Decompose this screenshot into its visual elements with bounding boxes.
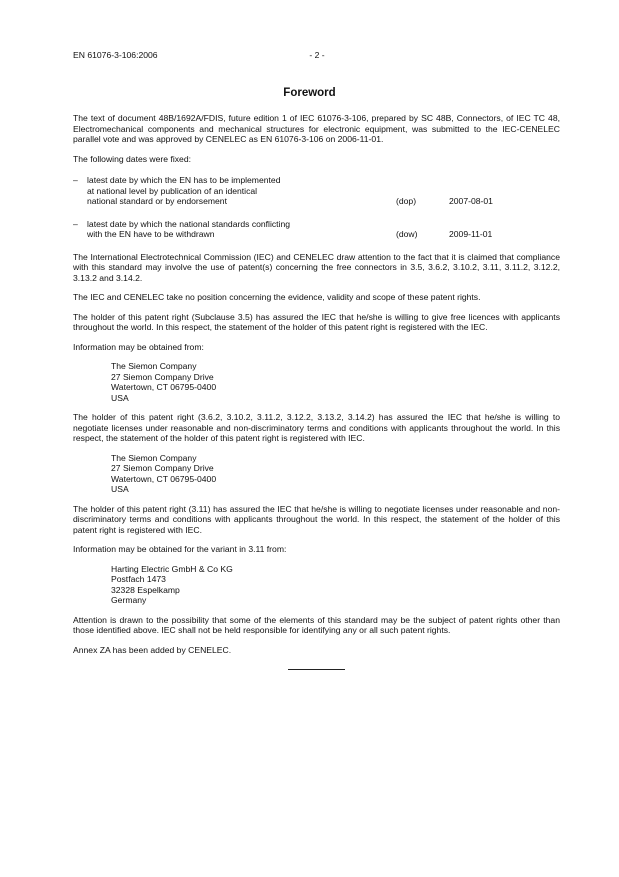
date-description bbox=[87, 219, 396, 240]
date-code: (dow) bbox=[396, 229, 418, 239]
address-line: USA bbox=[111, 392, 129, 403]
intro-paragraph: The text of document 48B/1692A/FDIS, future edition 1 of IEC 61076-3-106, prepared by SC 48B, Connectors, of IEC TC 48, Electromechanical components and mechanical structures for electronic equipment, was submitted to the IEC-CENELEC parallel vote and was approved by CENELEC as EN 61076-3-106 on 2006-11-01. bbox=[73, 113, 560, 144]
date-description-line: at national level by publication of an identical bbox=[87, 185, 258, 196]
attention-patent-paragraph: The International Electrotechnical Commission (IEC) and CENELEC draw attention to the fact that it is claimed that compliance with this standard may involve the use of patent(s) concerning the free connectors in 3.5, 3.6.2, 3.10.2, 3.11, 3.11.2, 3.12.2, 3.13.2 and 3.14.2. bbox=[73, 251, 560, 283]
document-body bbox=[73, 113, 560, 670]
date-value: 2009-11-01 bbox=[449, 229, 493, 239]
date-description-line: national standard or by endorsement bbox=[87, 196, 227, 206]
address-line: 27 Siemon Company Drive bbox=[111, 463, 214, 473]
date-description-line: latest date by which the national standards conflicting bbox=[87, 218, 291, 229]
holder-3-11-paragraph: The holder of this patent right (3.11) has assured the IEC that he/she is willing to negotiate licenses under reasonable and non-discriminatory terms and conditions with applicants throughout the world. In this respect, the statement of the holder of this patent right is registered with IEC. bbox=[73, 503, 560, 535]
address-siemon-2 bbox=[111, 453, 560, 495]
address-siemon-1 bbox=[111, 361, 560, 403]
page-number: - 2 - bbox=[309, 50, 325, 60]
address-line: Watertown, CT 06795-0400 bbox=[111, 382, 217, 392]
address-line: The Siemon Company bbox=[111, 452, 197, 463]
address-line: The Siemon Company bbox=[111, 361, 197, 371]
address-line: Postfach 1473 bbox=[111, 574, 166, 584]
list-dash: – bbox=[73, 175, 78, 185]
annex-paragraph: Annex ZA has been added by CENELEC. bbox=[73, 644, 232, 655]
date-description-line: latest date by which the EN has to be implemented bbox=[87, 175, 281, 185]
holder-multi-paragraph: The holder of this patent right (3.6.2, 3.10.2, 3.11.2, 3.12.2, 3.13.2, 3.14.2) has assured the IEC that he/she is willing to negotiate licenses under reasonable and non-discriminatory terms and conditions with applicants throughout the world. In this respect, the statement of the holder of this patent right is registered with IEC. bbox=[73, 412, 560, 443]
date-code: (dop) bbox=[396, 196, 417, 206]
end-rule bbox=[288, 669, 345, 670]
holder-3-5-paragraph: The holder of this patent right (Subclause 3.5) has assured the IEC that he/she is willing to give free licences with applicants throughout the world. In this respect, the statement of the holder of this patent right is registered with the IEC. bbox=[73, 311, 560, 332]
address-line: Watertown, CT 06795-0400 bbox=[111, 473, 217, 484]
page-title: Foreword bbox=[283, 87, 336, 99]
dates-list bbox=[73, 175, 560, 240]
address-line: 32328 Espelkamp bbox=[111, 584, 180, 595]
date-description-line: with the EN have to be withdrawn bbox=[87, 229, 215, 239]
address-line: Harting Electric GmbH & Co KG bbox=[111, 563, 233, 574]
address-line: 27 Siemon Company Drive bbox=[111, 371, 214, 382]
address-harting bbox=[111, 564, 560, 606]
info-variant-paragraph: Information may be obtained for the variant in 3.11 from: bbox=[73, 544, 287, 554]
date-value: 2007-08-01 bbox=[449, 196, 493, 206]
dates-intro: The following dates were fixed: bbox=[73, 153, 191, 164]
attention-other-paragraph: Attention is drawn to the possibility that some of the elements of this standard may be the subject of patent rights other than those identified above. IEC shall not be held responsible for identifying any or all such patent rights. bbox=[73, 614, 560, 635]
list-dash: – bbox=[73, 218, 78, 229]
date-item-dow bbox=[73, 219, 560, 240]
date-item-dop bbox=[73, 175, 560, 207]
date-description bbox=[87, 175, 396, 207]
no-position-paragraph: The IEC and CENELEC take no position concerning the evidence, validity and scope of these patent rights. bbox=[73, 292, 481, 302]
info-from-paragraph: Information may be obtained from: bbox=[73, 341, 204, 352]
document-id: EN 61076-3-106:2006 bbox=[73, 50, 158, 60]
address-line: Germany bbox=[111, 595, 147, 605]
address-line: USA bbox=[111, 484, 129, 494]
